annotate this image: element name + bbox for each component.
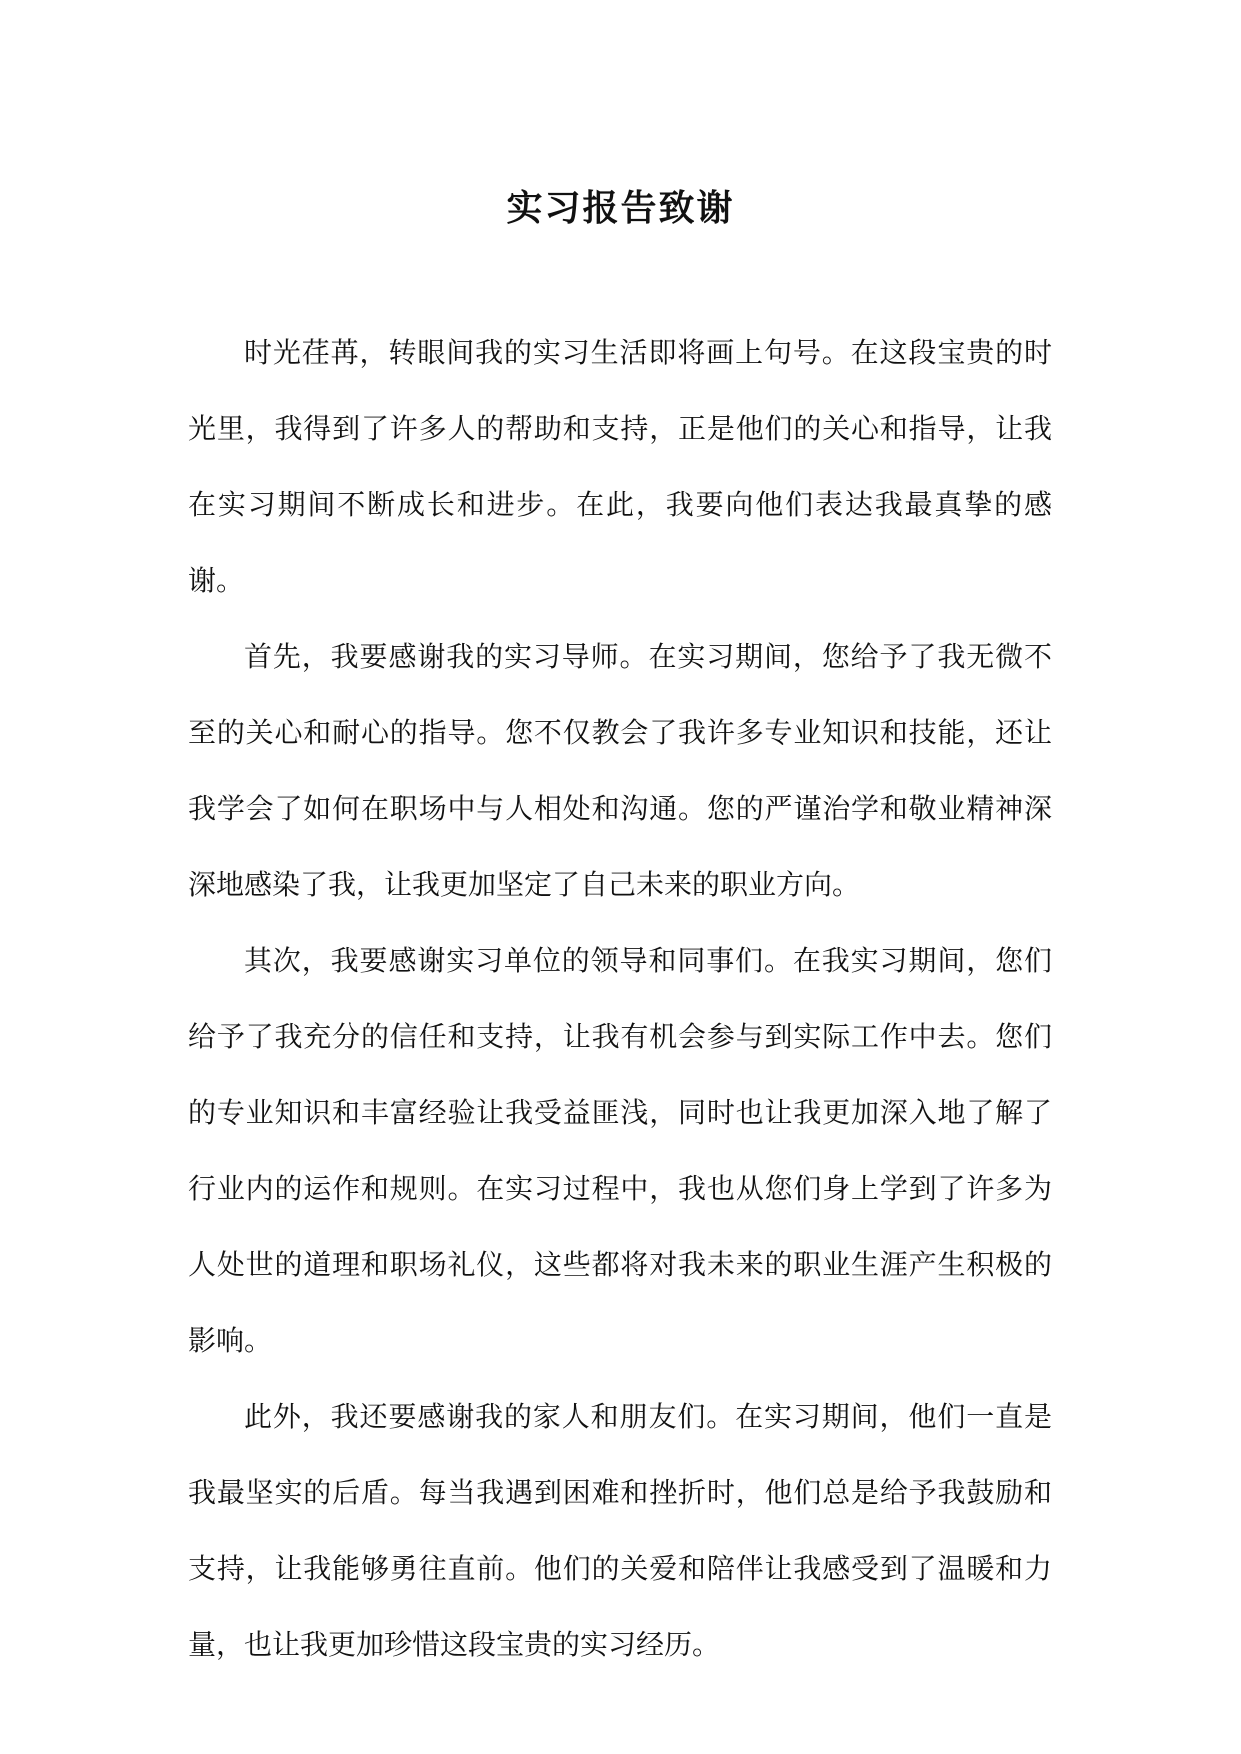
paragraph-2: 首先，我要感谢我的实习导师。在实习期间，您给予了我无微不至的关心和耐心的指导。您不仅教会了我许多专业知识和技能，还让我学会了如何在职场中与人相处和沟通。您的严谨治学和敬业精神深深地感染了我，让我更加坚定了自己未来的职业方向。 [188,640,1052,901]
paragraph-1: 时光荏苒，转眼间我的实习生活即将画上句号。在这段宝贵的时光里，我得到了许多人的帮助和支持，正是他们的关心和指导，让我在实习期间不断成长和进步。在此，我要向他们表达我最真挚的感谢。 [188,336,1052,597]
paragraph-3: 其次，我要感谢实习单位的领导和同事们。在我实习期间，您们给予了我充分的信任和支持，让我有机会参与到实际工作中去。您们的专业知识和丰富经验让我受益匪浅，同时也让我更加深入地了解了行业内的运作和规则。在实习过程中，我也从您们身上学到了许多为人处世的道理和职场礼仪，这些都将对我未来的职业生涯产生积极的影响。 [188,944,1052,1357]
document-title: 实习报告致谢 [506,187,735,229]
paragraph-4: 此外，我还要感谢我的家人和朋友们。在实习期间，他们一直是我最坚实的后盾。每当我遇到困难和挫折时，他们总是给予我鼓励和支持，让我能够勇往直前。他们的关爱和陪伴让我感受到了温暖和力量，也让我更加珍惜这段宝贵的实习经历。 [188,1400,1052,1661]
document-body [188,315,1052,1683]
